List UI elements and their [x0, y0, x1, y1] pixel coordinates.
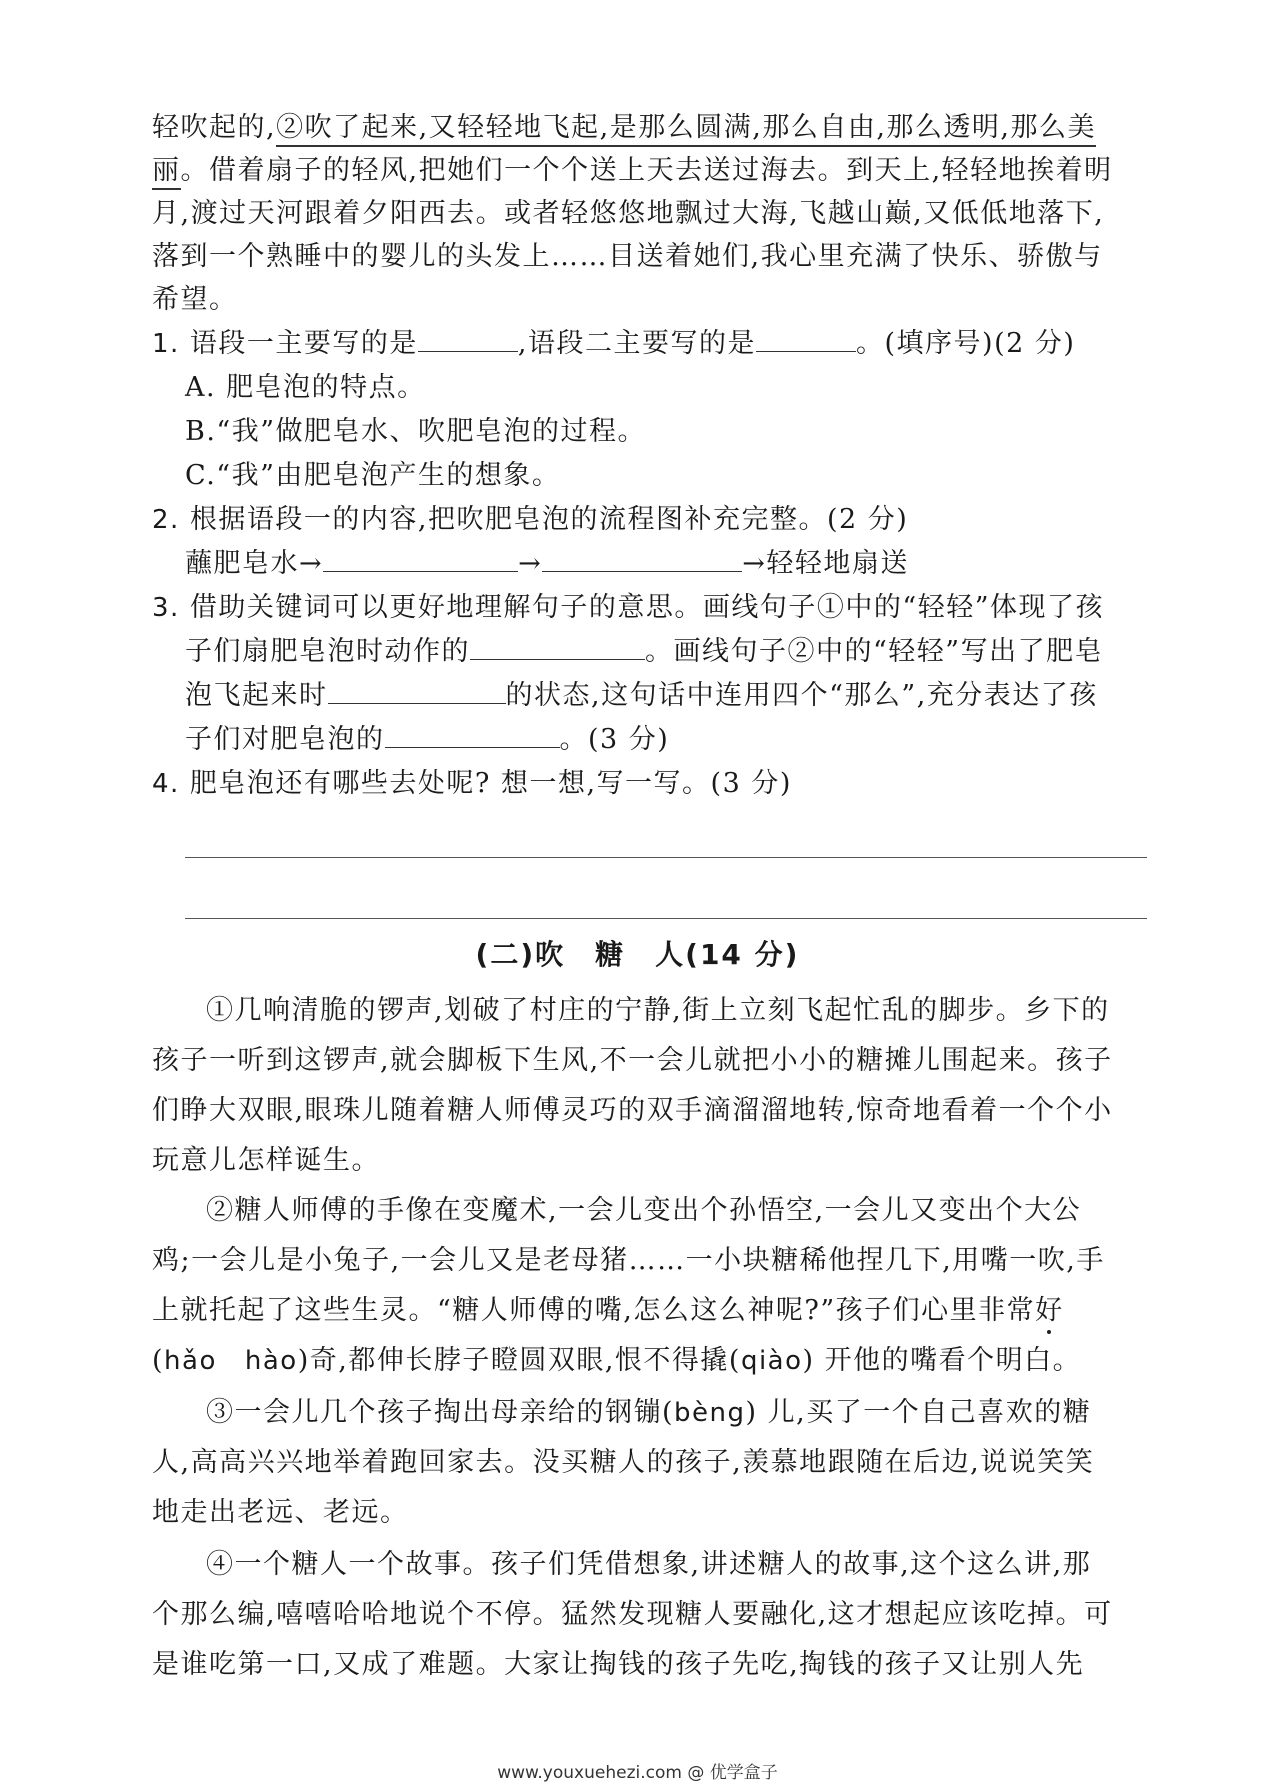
answer-blank-3b[interactable] [328, 677, 506, 704]
flow-step-start: 蘸肥皂水→ [185, 548, 324, 579]
question-4 [152, 762, 1147, 806]
question-text: ,语段二主要写的是 [517, 328, 756, 359]
section-2-heading: (二)吹 糖 人(14 分) [475, 938, 800, 971]
p1-line-1: ①几响清脆的锣声,划破了村庄的宁静,街上立刻飞起忙乱的脚步。乡下的 [206, 995, 1110, 1026]
question-number: 2. [152, 505, 180, 535]
option-b: B.“我”做肥皂水、吹肥皂泡的过程。 [185, 416, 647, 447]
footer-watermark: www.youxuehezi.com @ 优学盒子 [497, 1763, 778, 1783]
question-3 [152, 586, 1147, 630]
question-number: 3. [152, 593, 180, 623]
question-2 [152, 498, 1147, 542]
question-3-line-4 [185, 718, 1180, 762]
p3-line-2: 人,高高兴兴地举着跑回家去。没买糖人的孩子,羡慕地跟随在后边,说说笑笑 [152, 1447, 1095, 1478]
answer-blank-3a[interactable] [470, 633, 645, 660]
flow-blank-1[interactable] [323, 545, 518, 572]
p2-line-1: ②糖人师傅的手像在变魔术,一会儿变出个孙悟空,一会儿又变出个大公 [206, 1195, 1082, 1226]
text: 上就托起了这些生灵。“糖人师傅的嘴,怎么这么神呢?”孩子们心里非常 [152, 1295, 1036, 1326]
p2-line-2: 鸡;一会儿是小兔子,一会儿又是老母猪……一小块糖稀他捏几下,用嘴一吹,手 [152, 1245, 1105, 1276]
question-text: 。画线句子②中的“轻轻”写出了肥皂 [645, 636, 1104, 667]
flow-step-end: →轻轻地扇送 [742, 548, 909, 579]
text: ) 开他的嘴看个明白。 [802, 1345, 1082, 1376]
question-number: 4. [152, 769, 180, 799]
passage1-line-1 [152, 106, 1147, 150]
pinyin-option-1[interactable]: hǎo [164, 1346, 217, 1376]
p3-line-1 [206, 1391, 1146, 1435]
text: ) 儿,买了一个自己喜欢的糖 [745, 1397, 1092, 1428]
question-text: 语段一主要写的是 [189, 328, 418, 359]
text: 轻吹起的, [152, 112, 277, 143]
question-text: 泡飞起来时 [185, 680, 328, 711]
flow-blank-2[interactable] [542, 545, 742, 572]
p2-line-4 [152, 1339, 1147, 1383]
option-c: C.“我”由肥皂泡产生的想象。 [185, 460, 561, 491]
passage1-line-4: 落到一个熟睡中的婴儿的头发上……目送着她们,我心里充满了快乐、骄傲与 [152, 241, 1103, 272]
question-text: 子们扇肥皂泡时动作的 [185, 636, 470, 667]
flow-chart [185, 542, 1180, 586]
answer-line-1[interactable] [185, 857, 1147, 858]
arrow: → [518, 548, 543, 579]
question-number: 1. [152, 329, 180, 359]
question-3-line-2 [185, 630, 1180, 674]
p3-line-3: 地走出老远、老远。 [152, 1497, 409, 1528]
p1-line-4: 玩意儿怎样诞生。 [152, 1145, 380, 1176]
question-text: 。(3 分) [559, 724, 670, 755]
question-1 [152, 322, 1147, 366]
question-text: 肥皂泡还有哪些去处呢? 想一想,写一写。(3 分) [189, 768, 792, 799]
p4-line-2: 个那么编,嘻嘻哈哈地说个不停。猛然发现糖人要融化,这才想起应该吃掉。可 [152, 1599, 1113, 1630]
passage1-line-5: 希望。 [152, 284, 238, 315]
p1-line-3: 们睁大双眼,眼珠儿随着糖人师傅灵巧的双手滴溜溜地转,惊奇地看着一个个小 [152, 1095, 1113, 1126]
p4-line-3: 是谁吃第一口,又成了难题。大家让掏钱的孩子先吃,掏钱的孩子又让别人先 [152, 1649, 1085, 1680]
emphasis-character: 好 [1035, 1295, 1064, 1326]
text: 。借着扇子的轻风,把她们一个个送上天去送过海去。到天上,轻轻地挨着明 [180, 155, 1113, 186]
pinyin-option-2[interactable]: hào [244, 1346, 298, 1376]
text: ③一会儿几个孩子掏出母亲给的钢镚( [206, 1397, 675, 1428]
option-a: A. 肥皂泡的特点。 [185, 372, 426, 403]
question-text: 根据语段一的内容,把吹肥皂泡的流程图补充完整。(2 分) [189, 504, 909, 535]
p2-line-3 [152, 1289, 1147, 1333]
p1-line-2: 孩子一听到这锣声,就会脚板下生风,不一会儿就把小小的糖摊儿围起来。孩子 [152, 1045, 1113, 1076]
passage1-line-2 [152, 149, 1147, 193]
passage1-line-3: 月,渡过天河跟着夕阳西去。或者轻悠悠地飘过大海,飞越山巅,又低低地落下, [152, 198, 1105, 229]
pinyin: bèng [674, 1398, 746, 1428]
question-text: 借助关键词可以更好地理解句子的意思。画线句子①中的“轻轻”体现了孩 [189, 592, 1105, 623]
underlined-sentence-2-end: 丽 [152, 155, 181, 190]
answer-blank-1a[interactable] [418, 325, 518, 352]
underlined-sentence-2: ②吹了起来,又轻轻地飞起,是那么圆满,那么自由,那么透明,那么美 [276, 112, 1096, 147]
text: )奇,都伸长脖子瞪圆双眼,恨不得撬( [297, 1345, 741, 1376]
question-text: 的状态,这句话中连用四个“那么”,充分表达了孩 [505, 680, 1098, 711]
question-3-line-3 [185, 674, 1180, 718]
answer-blank-1b[interactable] [756, 325, 856, 352]
answer-line-2[interactable] [185, 918, 1147, 919]
answer-blank-3c[interactable] [385, 721, 560, 748]
question-text: 。(填序号)(2 分) [856, 328, 1076, 359]
pinyin: qiào [740, 1346, 803, 1376]
text: ( [152, 1345, 165, 1376]
question-text: 子们对肥皂泡的 [185, 724, 385, 755]
p4-line-1: ④一个糖人一个故事。孩子们凭借想象,讲述糖人的故事,这个这么讲,那 [206, 1549, 1092, 1580]
